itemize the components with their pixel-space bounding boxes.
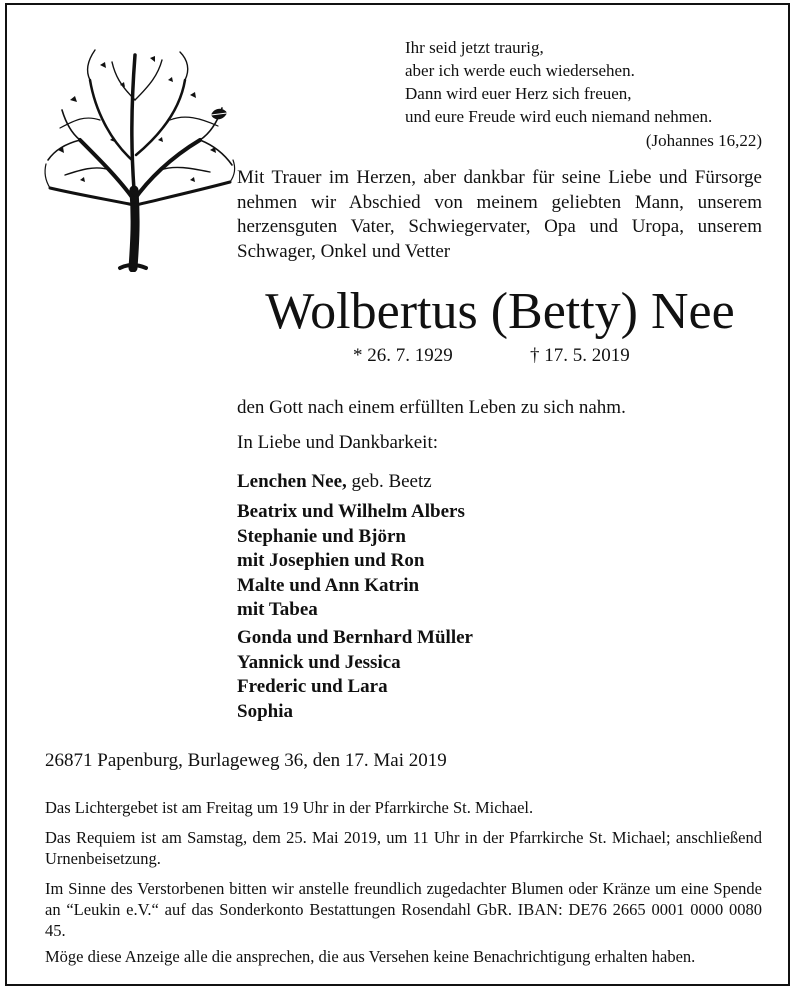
verse-line: Ihr seid jetzt traurig, [405, 38, 544, 57]
notice-apology: Möge diese Anzeige alle die ansprechen, die aus Versehen keine Benachrichtigung erhalten haben. [45, 947, 696, 966]
birth-date: * 26. 7. 1929 [353, 345, 453, 366]
family-member: Beatrix und Wilhelm Albers [237, 501, 465, 522]
verse-line: aber ich werde euch wiedersehen. [405, 61, 635, 80]
family-group-2 [237, 626, 473, 724]
notice-requiem: Das Requiem ist am Samstag, dem 25. Mai 2019, um 11 Uhr in der Pfarrkirche St. Michael; anschließend Urnenbeisetzung. [45, 828, 762, 868]
deceased-name: Wolbertus (Betty) Nee [265, 283, 735, 340]
falling-leaf-icon [208, 104, 230, 126]
family-member: mit Tabea [237, 599, 318, 620]
bible-verse [405, 36, 712, 128]
family-member: mit Josephien und Ron [237, 550, 425, 571]
family-member: Yannick und Jessica [237, 651, 401, 673]
verse-line: Dann wird euer Herz sich freuen, [405, 84, 632, 103]
notice-vigil: Das Lichtergebet ist am Freitag um 19 Uhr in der Pfarrkirche St. Michael. [45, 798, 534, 817]
family-member: Sophia [237, 700, 293, 722]
family-group-1 [237, 500, 465, 623]
widow-maiden-name: geb. Beetz [351, 471, 432, 492]
gratitude-line: In Liebe und Dankbarkeit: [237, 432, 439, 453]
widow-line [237, 471, 432, 493]
family-member: Gonda und Bernhard Müller [237, 627, 473, 648]
notice-donation: Im Sinne des Verstorbenen bitten wir anstelle freundlich zugedachter Blumen oder Kränze um eine Spende an “Leukin e.V.“ auf das Sonderkonto Bestattungen Rosendahl GbR. IBAN: DE76 2665 0001 0000 0080 45. [45, 879, 762, 940]
death-date: † 17. 5. 2019 [530, 345, 630, 366]
tree-icon [40, 40, 240, 272]
widow-name: Lenchen Nee, [237, 471, 347, 492]
place-date: 26871 Papenburg, Burlageweg 36, den 17. Mai 2019 [45, 750, 447, 771]
intro-paragraph: Mit Trauer im Herzen, aber dankbar für seine Liebe und Fürsorge nehmen wir Abschied von meinem geliebten Mann, unserem herzensguten Vater, Schwiegervater, Opa und Uropa, unserem Schwager, Onkel und Vetter [237, 167, 762, 262]
family-member: Frederic und Lara [237, 676, 388, 697]
passing-text: den Gott nach einem erfüllten Leben zu sich nahm. [237, 397, 626, 418]
family-member: Malte und Ann Katrin [237, 574, 420, 596]
verse-line: und eure Freude wird euch niemand nehmen. [405, 107, 713, 126]
verse-reference: (Johannes 16,22) [645, 131, 762, 150]
family-member: Stephanie und Björn [237, 525, 406, 547]
